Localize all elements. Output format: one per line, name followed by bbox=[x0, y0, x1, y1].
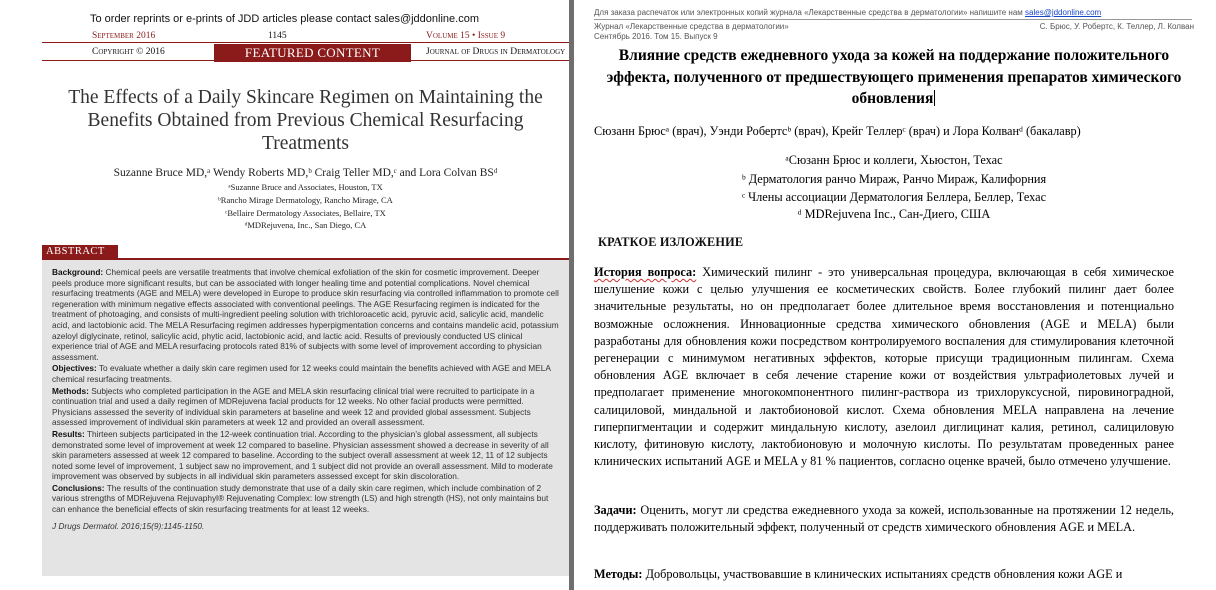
journal-name: Journal of Drugs in Dermatology bbox=[426, 47, 566, 57]
russian-translation-document[interactable] bbox=[574, 0, 1216, 590]
journal-line-ru: Журнал «Лекарственные средства в дерматологии» bbox=[594, 22, 789, 31]
reprint-notice: To order reprints or e-prints of JDD articles please contact sales@jddonline.com bbox=[89, 13, 479, 25]
date-line-ru: Сентябрь 2016. Том 15. Выпуск 9 bbox=[594, 32, 718, 41]
reprint-notice-ru: Для заказа распечаток или электронных копий журнала «Лекарственные средства в дерматологии» напишите нам sales@jddonline.com bbox=[594, 8, 1102, 17]
text-cursor bbox=[934, 90, 935, 106]
issue-date: September 2016 bbox=[92, 31, 156, 41]
affiliation: ᵇRancho Mirage Dermatology, Rancho Mirage, CA bbox=[218, 195, 393, 205]
affiliation: ᵈMDRejuvena, Inc., San Diego, CA bbox=[244, 220, 367, 230]
abstract-methods: Methods: Subjects who completed participation in the AGE and MELA skin resurfacing clinical trial were recruited to participate in a continuation trial and used a daily regimen of MDRejuvena facial products for 12 weeks. No other facial products were permitted. Physicians assessed the severity of individual skin parameters at baseline and week 12 and provided global assessment. Subjects assessed improvement of individual skin parameters at week 12 and provided an overall assessment. bbox=[52, 385, 535, 428]
abstract-label: ABSTRACT bbox=[42, 245, 118, 259]
abstract-objectives: Objectives: To evaluate whether a daily skin care regimen used for 12 weeks could maintain the benefits achieved with AGE and MELA chemical resurfacing treatments. bbox=[52, 363, 551, 384]
article-title: The Effects of a Daily Skincare Regimen on Maintaining the Benefits Obtained from Previous Chemical Resurfacing Treatments bbox=[68, 87, 543, 154]
author-list: Suzanne Bruce MD,ᵃ Wendy Roberts MD,ᵇ Craig Teller MD,ᶜ and Lora Colvan BSᵈ bbox=[113, 167, 498, 179]
volume-issue: Volume 15 • Issue 9 bbox=[426, 31, 506, 41]
header-rule bbox=[42, 42, 569, 43]
methods-paragraph-ru: Методы: Добровольцы, участвовавшие в клинических испытаниях средств обновления кожи AGE и bbox=[594, 567, 1123, 581]
abstract-box bbox=[42, 260, 569, 576]
author-list-ru: Сюзанн Брюсᵃ (врач), Уэнди Робертсᵇ (врач), Крейг Теллерᶜ (врач) и Лора Колванᵈ (бакалавр) bbox=[594, 124, 1081, 138]
citation: J Drugs Dermatol. 2016;15(9):1145-1150. bbox=[52, 520, 205, 531]
abstract-conclusions: Conclusions: The results of the continuation study demonstrate that use of a daily skin care regimen, which include combination of 2 various strengths of MDRejuvena Rejuvaphyl® Rejuvenating Complex: low strength (LS) and high strength (HS), not only maintains but can enhance the beneficial effects of skin resurfacing treatments for at least 12 weeks. bbox=[52, 482, 549, 515]
header-rule-bottom bbox=[42, 60, 569, 61]
article-title-ru[interactable]: Влияние средств ежедневного ухода за кожей на поддержание положительного эффекта, полученного от предшествующего применения препаратов химического обновления bbox=[606, 47, 1182, 107]
page-number: 1145 bbox=[268, 31, 287, 41]
email-link[interactable]: sales@jddonline.com bbox=[1025, 8, 1102, 17]
affiliation-ru: ᶜ Члены ассоциации Дерматология Беллера, Беллер, Техас bbox=[741, 190, 1047, 204]
affiliation-ru: ᵈ MDRejuvena Inc., Сан-Диего, США bbox=[797, 207, 991, 221]
authors-short-ru: С. Брюс, У. Робертс, К. Теллер, Л. Колван bbox=[1039, 22, 1194, 31]
objectives-paragraph-ru: Задачи: Оценить, могут ли средства ежедневного ухода за кожей, использованные на протяжении 12 недель, поддерживать положительный эффект, полученный от средств химического обновления AGE и MELA. bbox=[594, 503, 1174, 535]
affiliation-ru: ᵃСюзанн Брюс и коллеги, Хьюстон, Техас bbox=[785, 153, 1003, 167]
affiliation: ᵃSuzanne Bruce and Associates, Houston, TX bbox=[228, 182, 383, 192]
affiliation: ᶜBellaire Dermatology Associates, Bellaire, TX bbox=[225, 208, 386, 218]
abstract-results: Results: Thirteen subjects participated in the 12-week continuation trial. According to the physician’s global assessment, all subjects demonstrated some level of improvement at week 12 compared to baseline. Physician assessment showed a decrease in severity of all skin parameters assessed at week 12 compared to baseline. According to the subject overall assessment at week 12, 11 of 12 subjects noted some level of improvement, 1 subject saw no improvement, and 1 subject did not provide an overall assessment. Mild to moderate improvement was observed by subjects in all individual skin parameters assessed except for skin discoloration. bbox=[52, 428, 553, 482]
background-paragraph-ru: История вопроса: Химический пилинг - это универсальная процедура, включающая в себя химическое шелушение кожи с целью улучшения ее косметических свойств. Более глубокий пилинг дает более значительные результаты, но он предполагает более длительное время восстановления и потенциально возможные осложнения. Инновационные средства химического обновления (AGE и MELA) были разработаны для обновления кожи посредством контролируемого воспаления для стимулирования клеточной регенерации с минимумом негативных эффектов, которые присущи традиционным пилингам. Схема обновления AGE включает в себя лечение старение кожи от воздействия ультрафиолетовых лучей и предполагает применение многокомпонентного пилинг-раствора из трихлоруксусной, пировиноградной, салициловой, миндальной и лактобионовой кислот. Схема обновления MELA направлена на лечение гиперпигментации и содержит миндальную кислоту, азелоил диглицинат калия, ретинол, салициловую кислоту, фитиновую кислоту, лактобионовую и молочную кислоты. По результатам проведенных ранее клинических испытаний AGE и MELA у 81 % пациентов, согласно оценке врачей, было отмечено улучшение. bbox=[594, 265, 1174, 469]
abstract-background: Background: Chemical peels are versatile treatments that involve chemical exfoliation of the skin for cosmetic improvement. Deeper peels produce more significant results, but can be associated with longer healing time and potential complications. Novel chemical resurfacing treatments (AGE and MELA) were developed in Europe to produce skin resurfacing via controlled inflammation to promote cell regeneration with minimum negative effects associated with conventional peelings. The AGE Resurfacing regimen is indicated for the treatment of photoaging, and consists of multi-ingredient peeling solution with trichloroacetic acid, pyruvic acid, salicylic acid, mandelic acid, and lactobionic acid. The MELA Resurfacing regimen addresses hyperpigmentation concerns and contains mandelic acid, potassium azeloyl diglycinate, retinol, salicylic acid, phytic acid, lactobionic acid, and lactic acid. Results of previously conducted US clinical experience trial of AGE and MELA resurfacing protocols rated 81% of subjects with some level of improvement according to physician assessment. bbox=[52, 267, 559, 362]
summary-heading: КРАТКОЕ ИЗЛОЖЕНИЕ bbox=[598, 235, 744, 249]
english-article-page bbox=[0, 0, 569, 590]
header-rule-ru bbox=[594, 19, 1192, 20]
affiliation-ru: ᵇ Дерматология ранчо Мираж, Ранчо Мираж, Калифорния bbox=[741, 172, 1047, 186]
featured-content-banner: FEATURED CONTENT bbox=[214, 44, 411, 62]
copyright: Copyright © 2016 bbox=[92, 47, 165, 57]
